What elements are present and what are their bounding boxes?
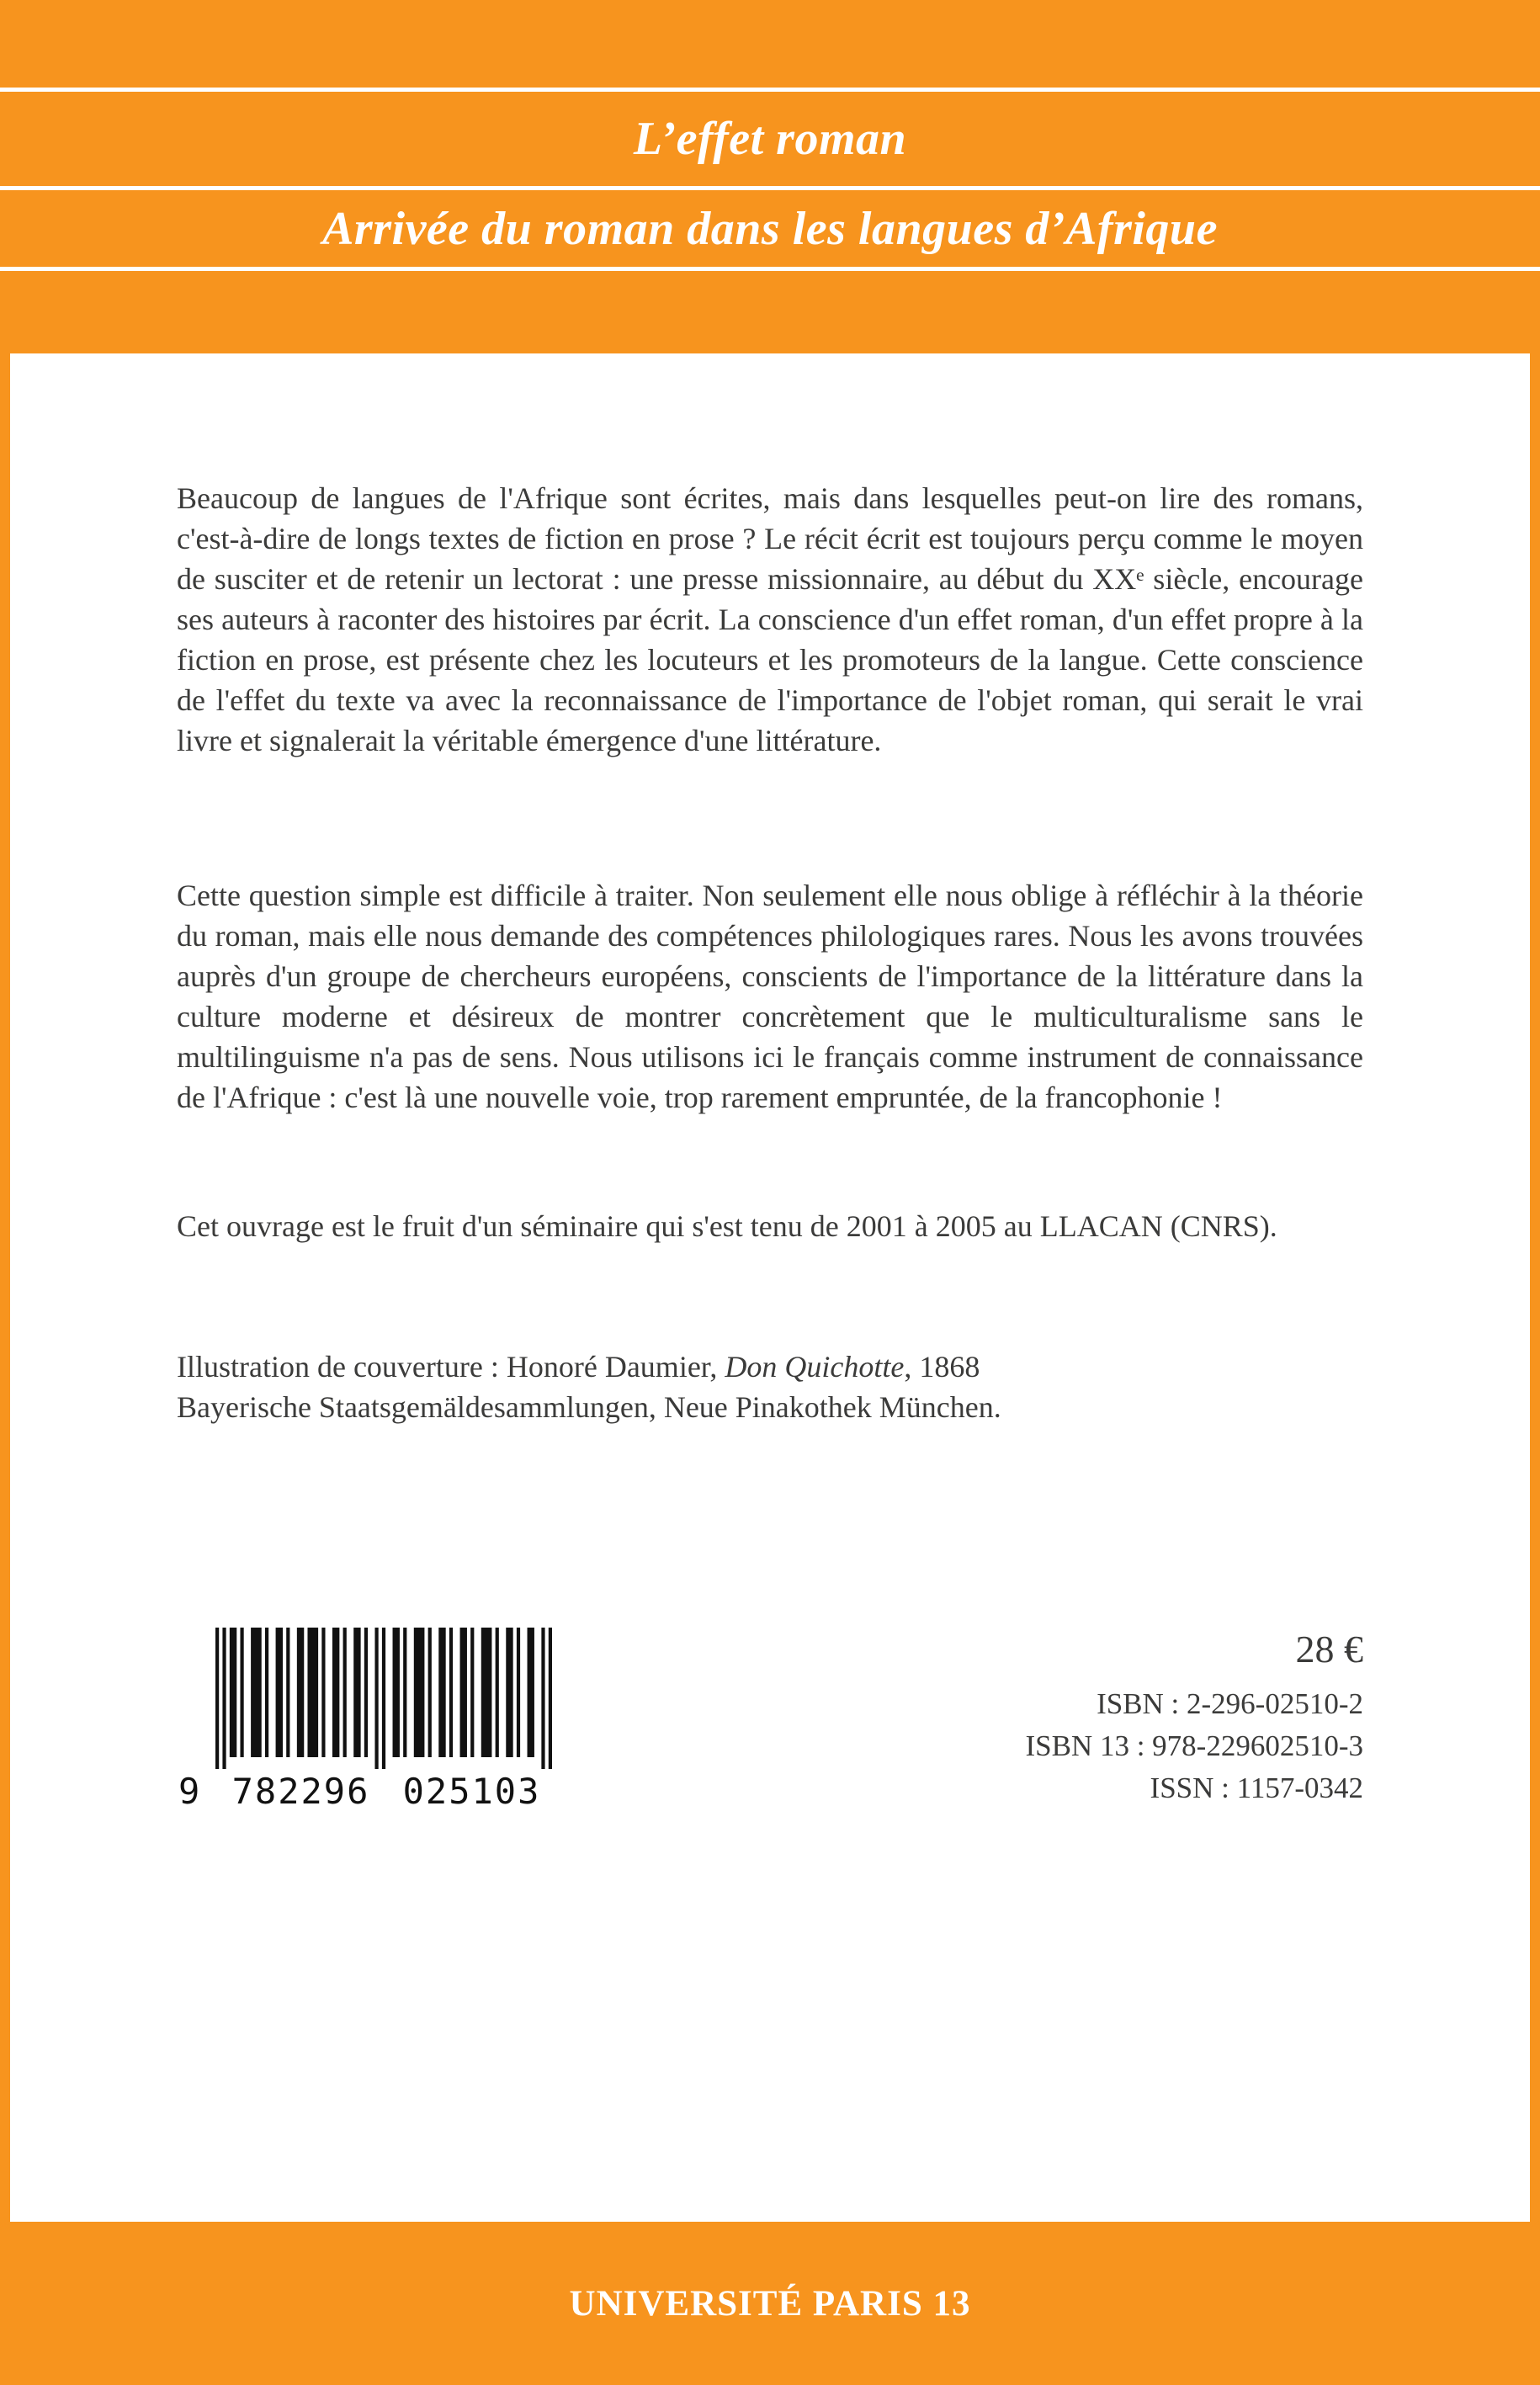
illustration-credit — [177, 1347, 1363, 1427]
issn: ISSN : 1157-0342 — [1150, 1771, 1363, 1804]
barcode-group-2: 025103 — [402, 1771, 541, 1812]
artwork-title: Don Quichotte — [725, 1350, 905, 1384]
publisher-name: UNIVERSITÉ PARIS 13 — [569, 2283, 971, 2324]
barcode-lead-digit: 9 — [178, 1771, 200, 1812]
blurb-paragraph-3: Cet ouvrage est le fruit d'un séminaire qui s'est tenu de 2001 à 2005 au LLACAN (CNRS). — [177, 1209, 1277, 1243]
credit-museum: Bayerische Staatsgemäldesammlungen, Neue Pinakothek München. — [177, 1390, 1001, 1424]
barcode — [177, 1628, 557, 1812]
footer-band — [0, 2222, 1540, 2385]
isbn-13: ISBN 13 : 978-229602510-3 — [1025, 1729, 1363, 1762]
barcode-digits — [177, 1771, 557, 1812]
book-subtitle: Arrivée du roman dans les langues d’Afrique — [322, 202, 1218, 255]
back-cover-body — [10, 353, 1530, 2222]
barcode-bars-icon — [215, 1628, 552, 1769]
header-spacer-bottom — [0, 271, 1540, 353]
header-spacer — [0, 0, 1540, 88]
blurb-paragraph-1: Beaucoup de langues de l'Afrique sont écrites, mais dans lesquelles peut-on lire des romans, c'est-à-dire de longs textes de fiction en prose ? Le récit écrit est toujours perçu comme le moyen de susciter et de retenir un lectorat : une presse missionnaire, au début du XXᵉ siècle, encourage ses auteurs à raconter des histoires par écrit. La conscience d'un effet roman, d'un effet propre à la fiction en prose, est présente chez les locuteurs et les promoteurs de la langue. Cette conscience de l'effet du texte va avec la reconnaissance de l'importance de l'objet roman, qui serait le vrai livre et signalerait la véritable émergence d'une littérature. — [177, 481, 1363, 757]
credit-prefix: Illustration de couverture : Honoré Daumier, — [177, 1350, 725, 1384]
header-band — [0, 0, 1540, 353]
subtitle-row — [0, 190, 1540, 267]
credit-suffix: , 1868 — [904, 1350, 980, 1384]
pricing-block — [1025, 1628, 1363, 1809]
title-row — [0, 92, 1540, 186]
barcode-group-1: 782296 — [231, 1771, 370, 1812]
price: 28 € — [1295, 1628, 1363, 1671]
blurb-paragraph-2: Cette question simple est difficile à traiter. Non seulement elle nous oblige à réfléchir à la théorie du roman, mais elle nous demande des compétences philologiques rares. Nous les avons trouvées auprès d'un groupe de chercheurs européens, conscients de l'importance de la littérature dans la culture moderne et désireux de montrer concrètement que le multiculturalisme sans le multilinguisme n'a pas de sens. Nous utilisons ici le français comme instrument de connaissance de l'Afrique : c'est là une nouvelle voie, trop rarement empruntée, de la francophonie ! — [177, 879, 1363, 1114]
isbn-10: ISBN : 2-296-02510-2 — [1097, 1687, 1363, 1720]
commerce-row — [177, 1628, 1363, 1812]
book-title: L’effet roman — [633, 113, 907, 165]
